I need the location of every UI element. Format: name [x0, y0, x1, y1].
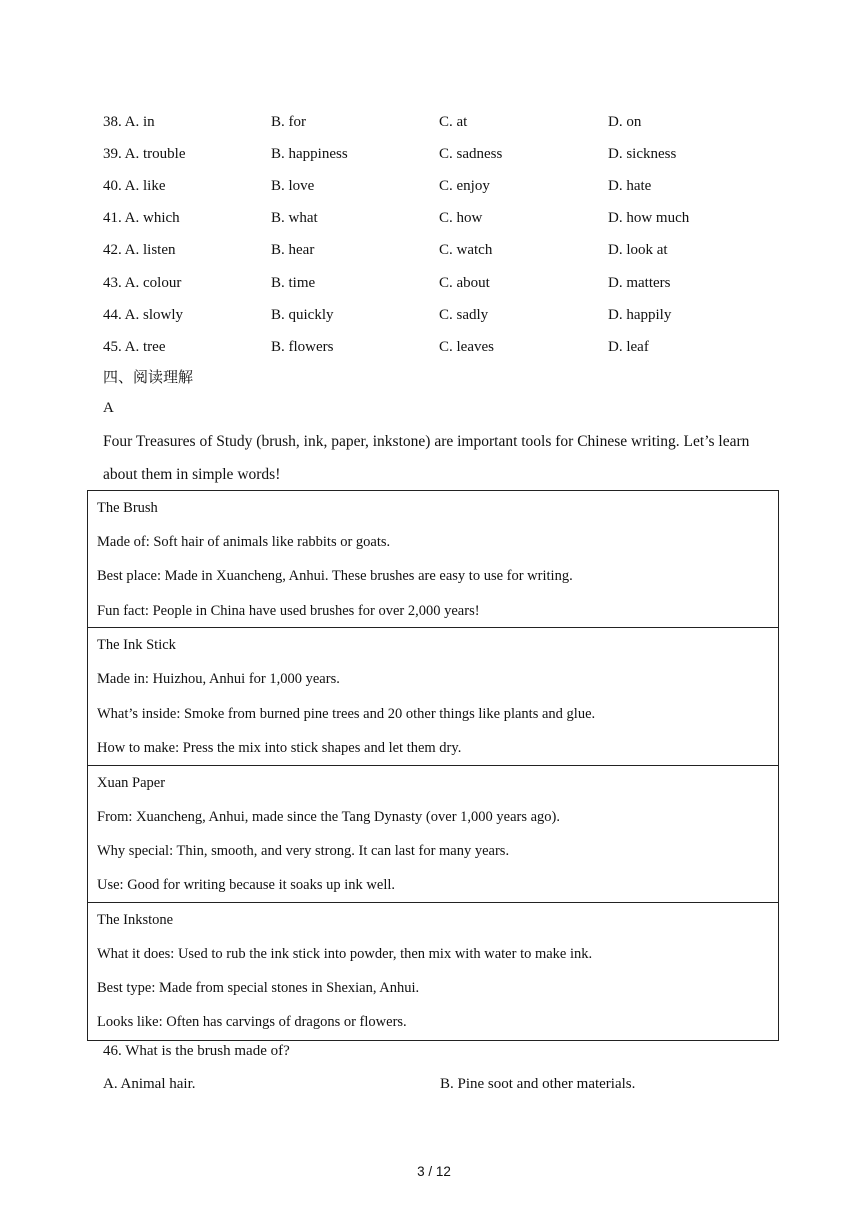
- passage-label: A: [103, 400, 114, 416]
- option-d: D. how much: [608, 210, 690, 227]
- cell-title: Xuan Paper: [97, 774, 166, 791]
- answer-b: B. Pine soot and other materials.: [440, 1076, 636, 1092]
- table-cell-inkstone: [88, 903, 778, 1040]
- option-row: [103, 203, 783, 235]
- option-d: D. happily: [608, 306, 672, 323]
- table-cell-ink-stick: [88, 628, 778, 765]
- option-a: 39. A. trouble: [103, 145, 186, 162]
- option-b: B. love: [271, 177, 315, 194]
- option-a: 45. A. tree: [103, 338, 166, 355]
- option-c: C. watch: [439, 242, 493, 259]
- question-46-answers: [103, 1076, 783, 1093]
- option-b: B. for: [271, 113, 306, 130]
- cell-line: Use: Good for writing because it soaks up ink well.: [97, 877, 396, 894]
- intro-paragraph: Four Treasures of Study (brush, ink, paper, inkstone) are important tools for Chinese writing. Let’s learn about them in simple words!: [103, 433, 750, 483]
- answer-a: A. Animal hair.: [103, 1076, 196, 1092]
- option-row: [103, 235, 783, 267]
- option-c: C. leaves: [439, 338, 494, 355]
- cell-line: Best type: Made from special stones in Shexian, Anhui.: [97, 980, 420, 997]
- option-d: D. matters: [608, 274, 671, 291]
- section-heading: 四、阅读理解: [103, 368, 194, 386]
- option-b: B. what: [271, 210, 318, 227]
- option-b: B. hear: [271, 242, 315, 259]
- option-a: 40. A. like: [103, 177, 166, 194]
- option-b: B. flowers: [271, 338, 334, 355]
- cell-line: What it does: Used to rub the ink stick into powder, then mix with water to make ink.: [97, 946, 593, 963]
- cell-title: The Inkstone: [97, 911, 174, 928]
- option-d: D. on: [608, 113, 642, 130]
- question-46: 46. What is the brush made of?: [103, 1043, 290, 1059]
- option-a: 41. A. which: [103, 210, 180, 227]
- option-d: D. leaf: [608, 338, 649, 355]
- option-a: 42. A. listen: [103, 242, 176, 259]
- option-a: 44. A. slowly: [103, 306, 184, 323]
- table-cell-xuan-paper: [88, 766, 778, 903]
- cell-line: How to make: Press the mix into stick shapes and let them dry.: [97, 739, 462, 756]
- cell-line: Fun fact: People in China have used brushes for over 2,000 years!: [97, 602, 480, 619]
- option-row: [103, 299, 783, 331]
- page-number: 3 / 12: [417, 1164, 451, 1179]
- option-c: C. sadness: [439, 145, 503, 162]
- cell-line: Made of: Soft hair of animals like rabbits or goats.: [97, 534, 391, 551]
- cell-line: What’s inside: Smoke from burned pine trees and 20 other things like plants and glue.: [97, 705, 596, 722]
- cell-line: Made in: Huizhou, Anhui for 1,000 years.: [97, 671, 340, 688]
- cell-title: The Brush: [97, 500, 158, 516]
- option-row: [103, 267, 783, 299]
- option-c: C. at: [439, 113, 468, 130]
- table-cell-brush: [88, 491, 778, 628]
- option-a: 43. A. colour: [103, 274, 182, 291]
- option-b: B. quickly: [271, 306, 334, 323]
- cell-line: Best place: Made in Xuancheng, Anhui. These brushes are easy to use for writing.: [97, 568, 573, 585]
- option-c: C. about: [439, 274, 490, 291]
- cell-line: From: Xuancheng, Anhui, made since the Tang Dynasty (over 1,000 years ago).: [97, 808, 561, 825]
- option-row: [103, 331, 783, 363]
- option-d: D. look at: [608, 242, 668, 259]
- option-b: B. happiness: [271, 145, 348, 162]
- answer-options: [103, 106, 783, 364]
- cell-line: Why special: Thin, smooth, and very strong. It can last for many years.: [97, 842, 510, 859]
- cell-title: The Ink Stick: [97, 637, 176, 654]
- option-d: D. sickness: [608, 145, 677, 162]
- option-d: D. hate: [608, 177, 652, 194]
- cell-line: Looks like: Often has carvings of dragons or flowers.: [97, 1014, 407, 1031]
- option-row: [103, 106, 783, 138]
- option-row: [103, 170, 783, 202]
- treasures-table: [87, 490, 779, 1041]
- option-a: 38. A. in: [103, 113, 155, 130]
- option-c: C. how: [439, 210, 483, 227]
- option-row: [103, 138, 783, 170]
- option-c: C. enjoy: [439, 177, 490, 194]
- option-b: B. time: [271, 274, 316, 291]
- option-c: C. sadly: [439, 306, 489, 323]
